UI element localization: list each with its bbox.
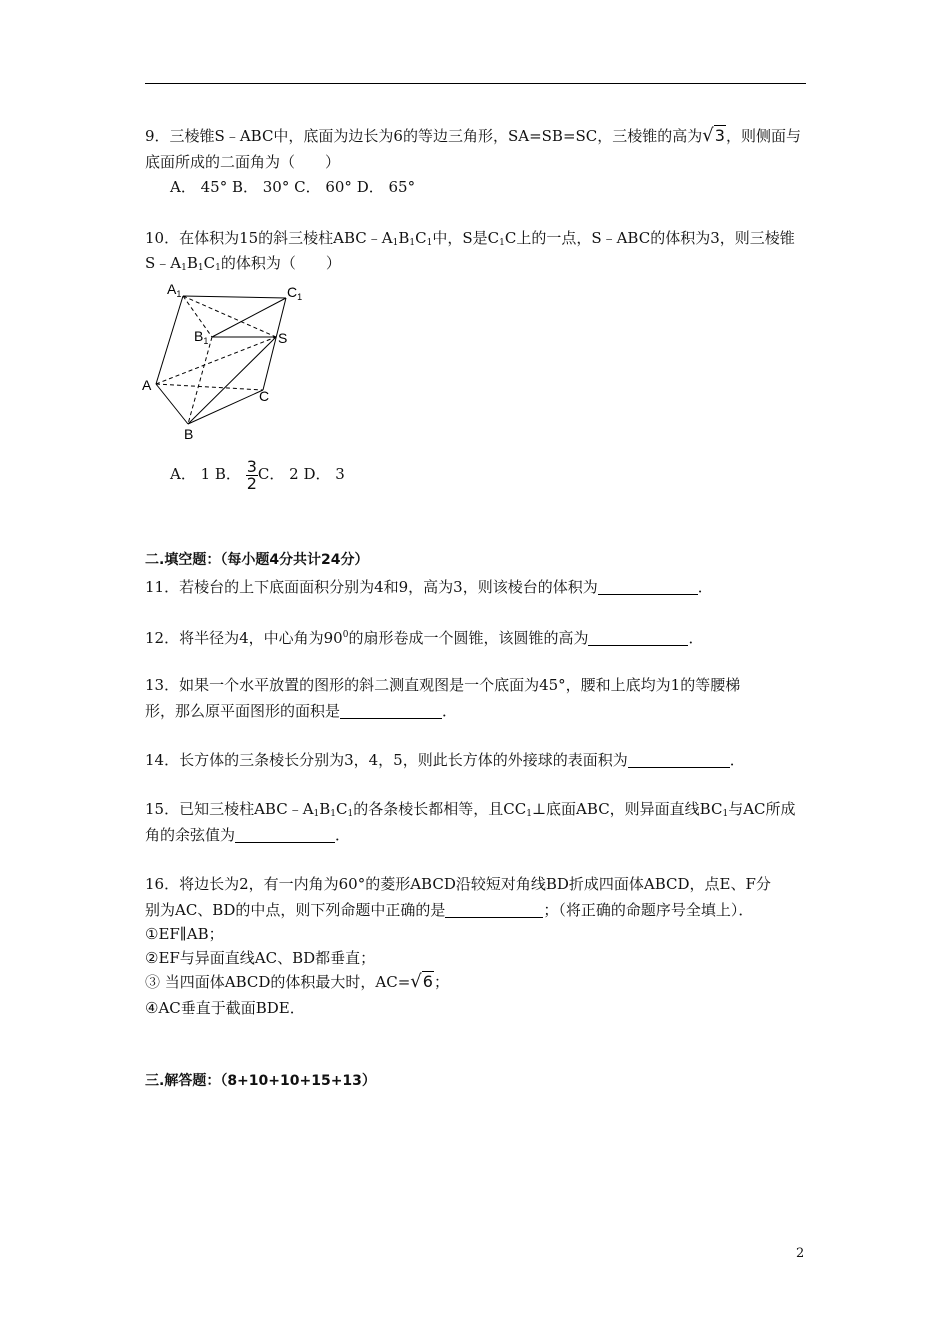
edge-a1c1 [183,296,286,298]
edge-bc [188,390,263,424]
q16-line1: 16．将边长为2，有一内角为60°的菱形ABCD沿较短对角线BD折成四面体ABCD，点E、F分 [145,875,771,893]
edge-ab [156,384,188,424]
q10-line1: 10．在体积为15的斜三棱柱$ABC﹣A_1B_1C_1$中，S是$C_1C$上的一点，S﹣ABC的体积为3，则三棱锥 [145,229,795,248]
section-2-heading: 二.填空题：（每小题4分共计24分） [145,552,369,568]
page-number: 2 [796,1246,805,1261]
edge-a1a [156,296,183,384]
label-s: S [278,330,288,346]
q11: 11．若棱台的上下底面面积分别为4和9，高为3，则该棱台的体积为 ． [145,578,713,596]
edge-ac [156,384,263,390]
q15-line1: 15．已知三棱柱$ABC﹣A_1B_1C_1$的各条棱长都相等，且$CC_1\perp$底面ABC，则异面直线$BC_1$与AC所成 [145,800,796,819]
q14-blank [628,753,730,768]
q9-text-b: ，则侧面与 [725,127,801,145]
q16-item3: ③ 当四面体ABCD的体积最大时，AC=√6； [145,971,449,992]
label-a1: $A_1$ [167,281,182,299]
q13-line2: 形，那么原平面图形的面积是 ． [145,702,458,720]
q9-text-a: 9．三棱锥S﹣ABC中，底面为边长为6的等边三角形，SA=SB=SC，三棱锥的高为 [145,127,703,145]
q12-blank [588,631,688,646]
q14: 14．长方体的三条棱长分别为3，4，5，则此长方体的外接球的表面积为 ． [145,751,745,769]
section-3-heading: 三.解答题：（8+10+10+15+13） [145,1073,376,1089]
header-rule [145,83,806,84]
q16-item2: ②EF与异面直线AC、BD都垂直； [145,949,376,967]
q9-line2: 底面所成的二面角为（ ） [145,153,341,171]
q13-line1: 13．如果一个水平放置的图形的斜二测直观图是一个底面为45°，腰和上底均为1的等腰梯 [145,676,741,694]
q12: 12．将半径为4，中心角为$90^0$的扇形卷成一个圆锥，该圆锥的高为 ． [145,629,704,647]
sqrt-six: √6 [410,971,433,992]
q15-blank [235,828,335,843]
label-a: A [142,377,152,393]
q16-blank [445,903,543,918]
q11-blank [598,580,698,595]
edge-b1b [188,337,212,424]
label-b: B [184,426,194,442]
q16-item1: ①EF∥AB； [145,925,224,943]
sqrt-three: √3 [702,125,725,146]
edge-b1c1 [212,298,286,337]
q9-options: A． 45° B． 30° C． 60° D． 65° [170,178,416,196]
q16-item4: ④AC垂直于截面BDE． [145,999,305,1017]
q10-line2: $S﹣A_1B_1C_1$的体积为（ ） [145,254,341,273]
label-c: C [259,388,270,404]
q16-line2: 别为AC、BD的中点，则下列命题中正确的是 ；（将正确的命题序号全填上）． [145,901,754,919]
prism-figure [140,280,310,445]
q9-line1 [145,126,801,146]
fraction-three-halves: $\frac{3}{2}$ [246,456,257,493]
edge-sb [188,337,276,424]
q10-options: A． 1 B． $\frac{3}{2}$ C． 2 D． 3 [170,456,345,493]
q15-line2: 角的余弦值为 ． [145,826,351,844]
q13-blank [340,704,442,719]
label-c1: $C_1$ [287,284,303,302]
edge-as [156,337,276,384]
label-b1: $B_1$ [194,328,209,346]
